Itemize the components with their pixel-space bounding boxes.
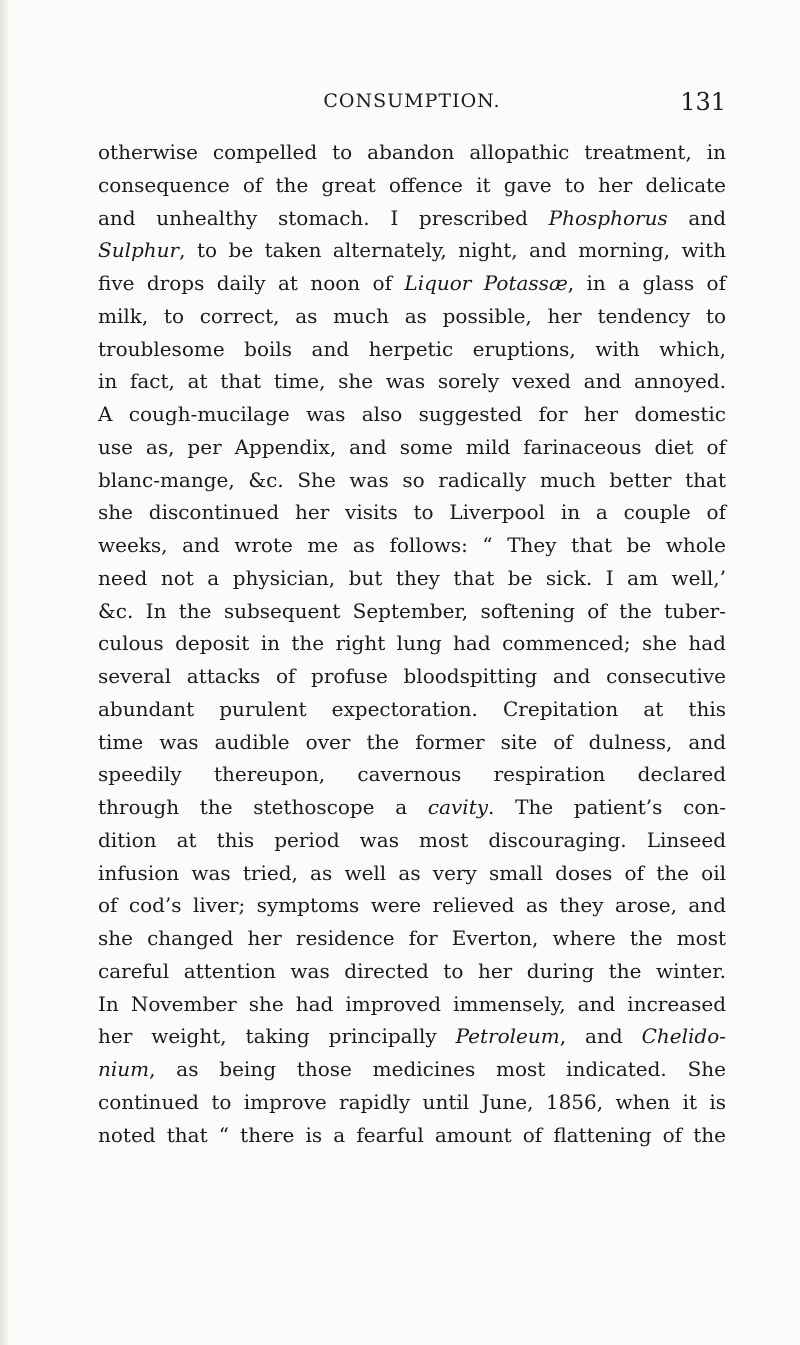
text-line: use as, per Appendix, and some mild farinaceous diet of <box>98 434 726 459</box>
text-line: her weight, taking principally Petroleum, and Chelido- <box>98 1024 726 1049</box>
text-line: in fact, at that time, she was sorely vexed and annoyed. <box>98 369 726 394</box>
text-line: nium, as being those medicines most indicated. She <box>98 1057 726 1081</box>
text-line: A cough-mucilage was also suggested for her domestic <box>98 402 726 426</box>
text-line: she changed her residence for Everton, where the most <box>98 926 726 950</box>
running-head <box>98 88 726 120</box>
text-line: noted that “ there is a fearful amount of flattening of the <box>98 1122 726 1147</box>
text-line: of cod’s liver; symptoms were relieved as they arose, and <box>98 893 726 918</box>
text-line: In November she had improved immensely, and increased <box>98 991 726 1016</box>
text-line: otherwise compelled to abandon allopathic treatment, in <box>98 140 726 164</box>
text-line: troublesome boils and herpetic eruptions, with which, <box>98 336 726 361</box>
text-line: abundant purulent expectoration. Crepitation at this <box>98 696 726 721</box>
text-line: and unhealthy stomach. I prescribed Phosphorus and <box>98 205 727 230</box>
text-line: culous deposit in the right lung had commenced; she had <box>98 631 726 656</box>
text-line: milk, to correct, as much as possible, her tendency to <box>98 303 726 328</box>
body-text <box>98 136 726 1151</box>
text-line: &c. In the subsequent September, softening of the tuber- <box>98 598 726 623</box>
text-line: blanc-mange, &c. She was so radically much better that <box>98 467 726 492</box>
text-line: careful attention was directed to her during the winter. <box>98 958 726 983</box>
chapter-title: CONSUMPTION. <box>323 90 501 112</box>
text-line: time was audible over the former site of dulness, and <box>98 729 726 754</box>
text-line: speedily thereupon, cavernous respiration declared <box>98 762 726 787</box>
text-line: infusion was tried, as well as very small doses of the oil <box>98 860 726 885</box>
text-line: she discontinued her visits to Liverpool in a couple of <box>98 500 726 525</box>
text-line: several attacks of profuse bloodspitting and consecutive <box>98 664 726 688</box>
text-line: Sulphur, to be taken alternately, night, and morning, with <box>98 238 726 263</box>
text-line: consequence of the great offence it gave to her delicate <box>98 172 726 197</box>
text-line: weeks, and wrote me as follows: “ They that be whole <box>98 533 726 557</box>
text-line: continued to improve rapidly until June, 1856, when it is <box>98 1089 726 1114</box>
text-line: through the stethoscope a cavity. The patient’s con- <box>98 795 727 819</box>
page-number: 131 <box>680 88 726 116</box>
text-line: five drops daily at noon of Liquor Potassæ, in a glass of <box>98 271 726 295</box>
text-line: need not a physician, but they that be sick. I am well,’ <box>98 565 726 590</box>
text-line: dition at this period was most discouraging. Linseed <box>98 827 726 852</box>
